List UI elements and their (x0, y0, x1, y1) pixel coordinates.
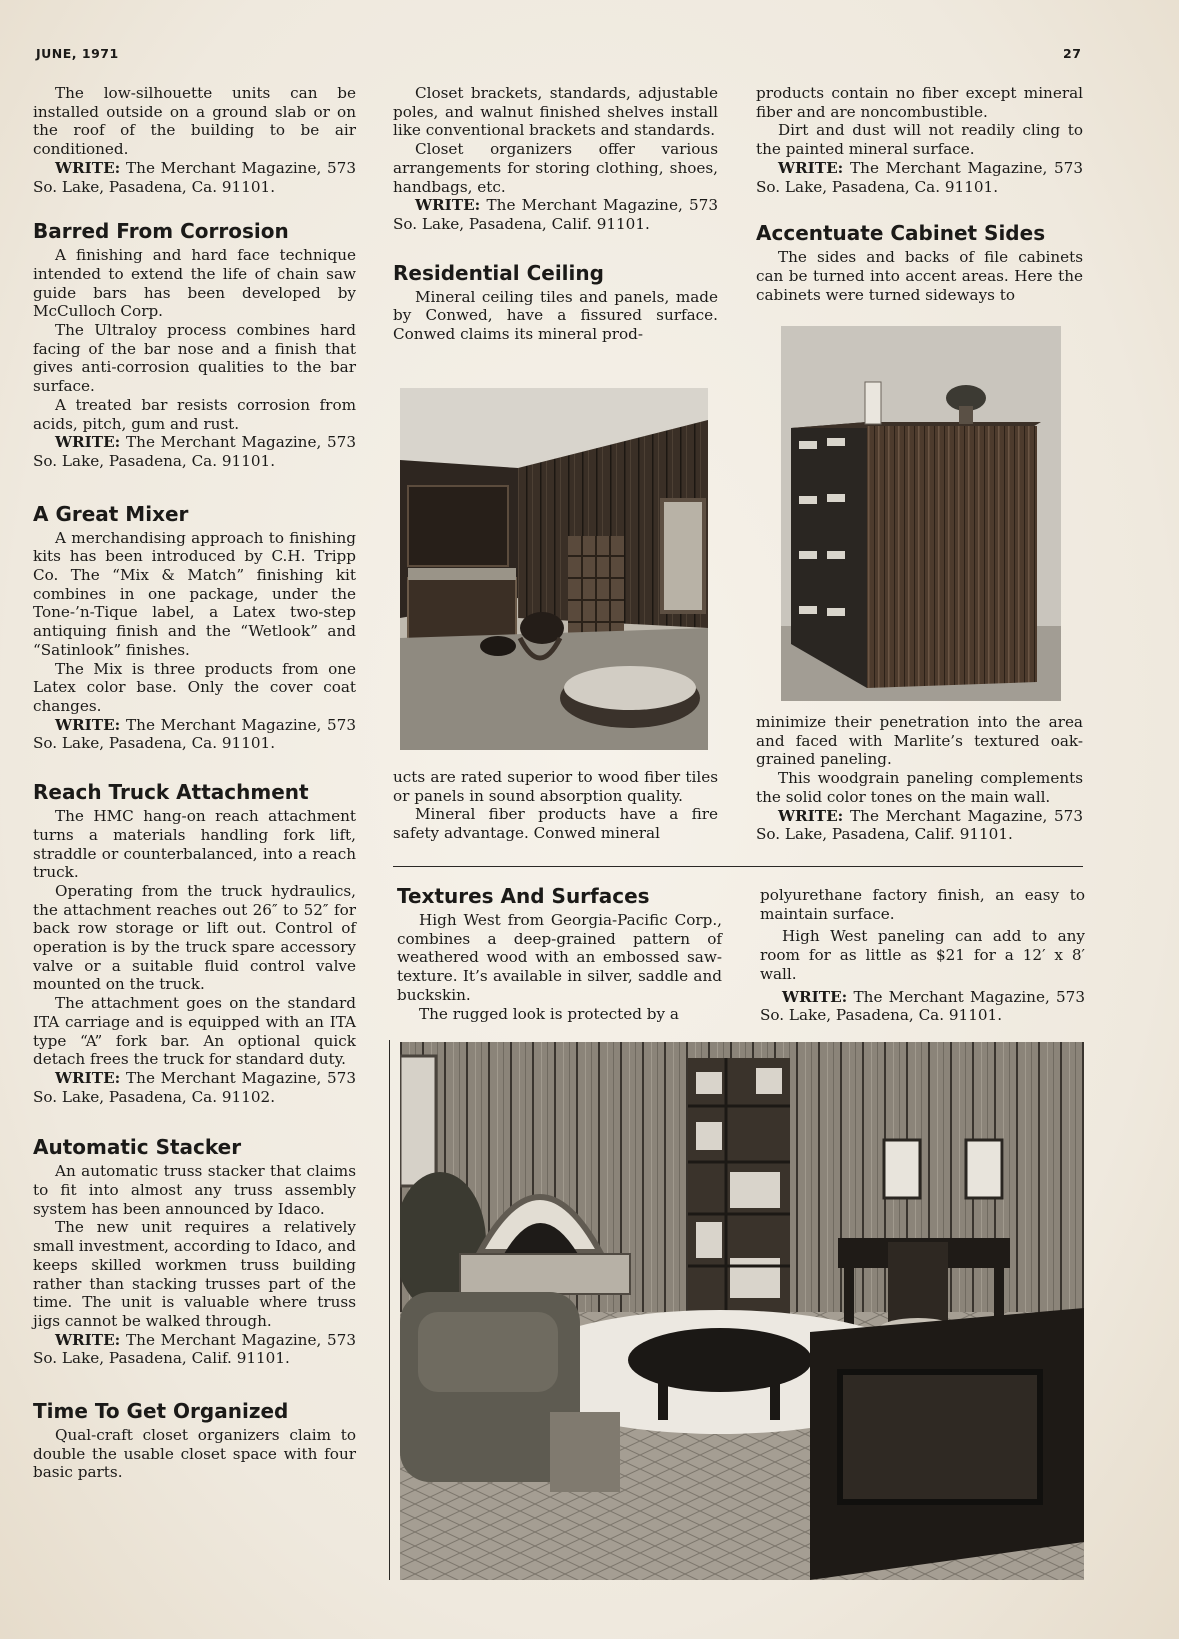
column-2-middle (393, 768, 718, 843)
paragraph: A merchandising approach to finishing kits has been introduced by C.H. Tripp Co. The “Mix & Match” finishing kit combines in one package, under the Tone-’n-Tique label, a Latex two-step antiquing finish and the “Wetlook” and “Satinlook” finishes. (33, 528, 356, 659)
paneled-living-room-photo (400, 1042, 1084, 1580)
paragraph: The attachment goes on the standard ITA carriage and is equipped with an ITA type “A” fork bar. An optional quick detach frees the truck for standard duty. (33, 994, 356, 1069)
paragraph: ucts are rated superior to wood fiber tiles or panels in sound absorption quality. (393, 768, 718, 805)
paragraph: A treated bar resists corrosion from acids, pitch, gum and rust. (33, 395, 356, 433)
paragraph: The Ultraloy process combines hard facing of the bar nose and a finish that gives anti-corrosion qualities to the bar surface. (33, 321, 356, 396)
section-rule (393, 866, 1083, 867)
paragraph: Closet organizers offer various arrangements for storing clothing, shoes, handbags, etc. (393, 140, 718, 196)
column-3-middle (756, 713, 1083, 844)
write-line: WRITE: The Merchant Magazine, 573 So. Lake, Pasadena, Ca. 91101. (33, 158, 357, 196)
write-line: WRITE: The Merchant Magazine, 573 So. Lake, Pasadena, Ca. 91102. (33, 1068, 357, 1106)
ceiling-room-photo (400, 388, 708, 750)
write-line: WRITE: The Merchant Magazine, 573 So. Lake, Pasadena, Ca. 91101. (33, 715, 357, 753)
write-line: WRITE: The Merchant Magazine, 573 So. Lake, Pasadena, Calif. 91101. (393, 196, 719, 233)
headline-residential-ceiling: Residential Ceiling (393, 260, 604, 285)
paragraph: This woodgrain paneling complements the solid color tones on the main wall. (756, 769, 1083, 806)
paragraph: The low-silhouette units can be installed outside on a ground slab or on the roof of the building to be air conditioned. (33, 84, 356, 159)
headline-reach-truck-attachment: Reach Truck Attachment (33, 780, 309, 805)
paragraph: The HMC hang-on reach attachment turns a materials handling fork lift, straddle or counterbalanced, into a reach truck. (33, 807, 356, 882)
paragraph: The rugged look is protected by a (419, 1004, 679, 1023)
page-number: 27 (1063, 46, 1082, 61)
headline-textures-and-surfaces: Textures And Surfaces (397, 884, 650, 908)
paragraph: Dirt and dust will not readily cling to the painted mineral surface. (756, 121, 1083, 159)
paragraph: The new unit requires a relatively small investment, according to Idaco, and keeps skilled workmen truss building rather than stacking trusses part of the time. The unit is valuable where truss jigs cannot be walked through. (33, 1218, 356, 1330)
paragraph: The Mix is three products from one Latex color base. Only the cover coat changes. (33, 659, 356, 715)
paragraph: A finishing and hard face technique intended to extend the life of chain saw guide bars has been developed by McCulloch Corp. (33, 246, 356, 321)
paragraph: Mineral ceiling tiles and panels, made by Conwed, have a fissured surface. Conwed claims its mineral prod- (393, 287, 718, 344)
column-2-top (393, 84, 718, 344)
column-3-textures (760, 886, 1085, 1025)
headline-time-to-get-organized: Time To Get Organized (33, 1399, 289, 1424)
write-line: WRITE: The Merchant Magazine, 573 So. Lake, Pasadena, Ca. 91101. (33, 433, 357, 470)
paragraph: High West paneling can add to any room for as little as $21 for a 12′ x 8′ wall. (760, 927, 1085, 983)
paragraph: High West from Georgia-Pacific Corp., combines a deep-grained pattern of weathered wood with an embossed saw-texture. It’s available in silver, saddle and buckskin. (397, 911, 722, 1004)
headline-a-great-mixer: A Great Mixer (33, 501, 189, 526)
column-2-textures (397, 883, 722, 1023)
paragraph: polyurethane factory finish, an easy to maintain surface. (760, 886, 1085, 923)
headline-accentuate-cabinet-sides: Accentuate Cabinet Sides (756, 221, 1046, 246)
column-3-top (756, 84, 1083, 304)
write-line: WRITE: The Merchant Magazine, 573 So. Lake, Pasadena, Ca. 91101. (760, 987, 1086, 1025)
paragraph: products contain no fiber except mineral fiber and are noncombustible. (756, 84, 1083, 121)
paragraph: minimize their penetration into the area and faced with Marlite’s textured oak-grained paneling. (756, 713, 1083, 769)
paragraph: Qual-craft closet organizers claim to double the usable closet space with four basic parts. (33, 1426, 356, 1482)
write-line: WRITE: The Merchant Magazine, 573 So. Lake, Pasadena, Ca. 91101. (756, 158, 1084, 196)
paragraph: Operating from the truck hydraulics, the attachment reaches out 26″ to 52″ for back row storage or lift out. Control of operation is by the truck spare accessory valve or a suitable fluid control valve mounted on the truck. (33, 881, 356, 994)
column-rule (389, 1040, 390, 1580)
column-1 (33, 84, 356, 1482)
headline-automatic-stacker: Automatic Stacker (33, 1135, 242, 1160)
paragraph: An automatic truss stacker that claims to fit into almost any truss assembly system has been announced by Idaco. (33, 1162, 356, 1218)
write-line: WRITE: The Merchant Magazine, 573 So. Lake, Pasadena, Calif. 91101. (756, 806, 1084, 844)
paragraph: The sides and backs of file cabinets can be turned into accent areas. Here the cabinets were turned sideways to (756, 248, 1083, 304)
issue-date: JUNE, 1971 (36, 46, 119, 61)
headline-barred-from-corrosion: Barred From Corrosion (33, 219, 289, 244)
paragraph: Closet brackets, standards, adjustable poles, and walnut finished shelves install like conventional brackets and standards. (393, 84, 718, 140)
write-line: WRITE: The Merchant Magazine, 573 So. Lake, Pasadena, Calif. 91101. (33, 1330, 357, 1368)
file-cabinet-photo (781, 326, 1061, 701)
paragraph: Mineral fiber products have a fire safety advantage. Conwed mineral (393, 805, 718, 843)
